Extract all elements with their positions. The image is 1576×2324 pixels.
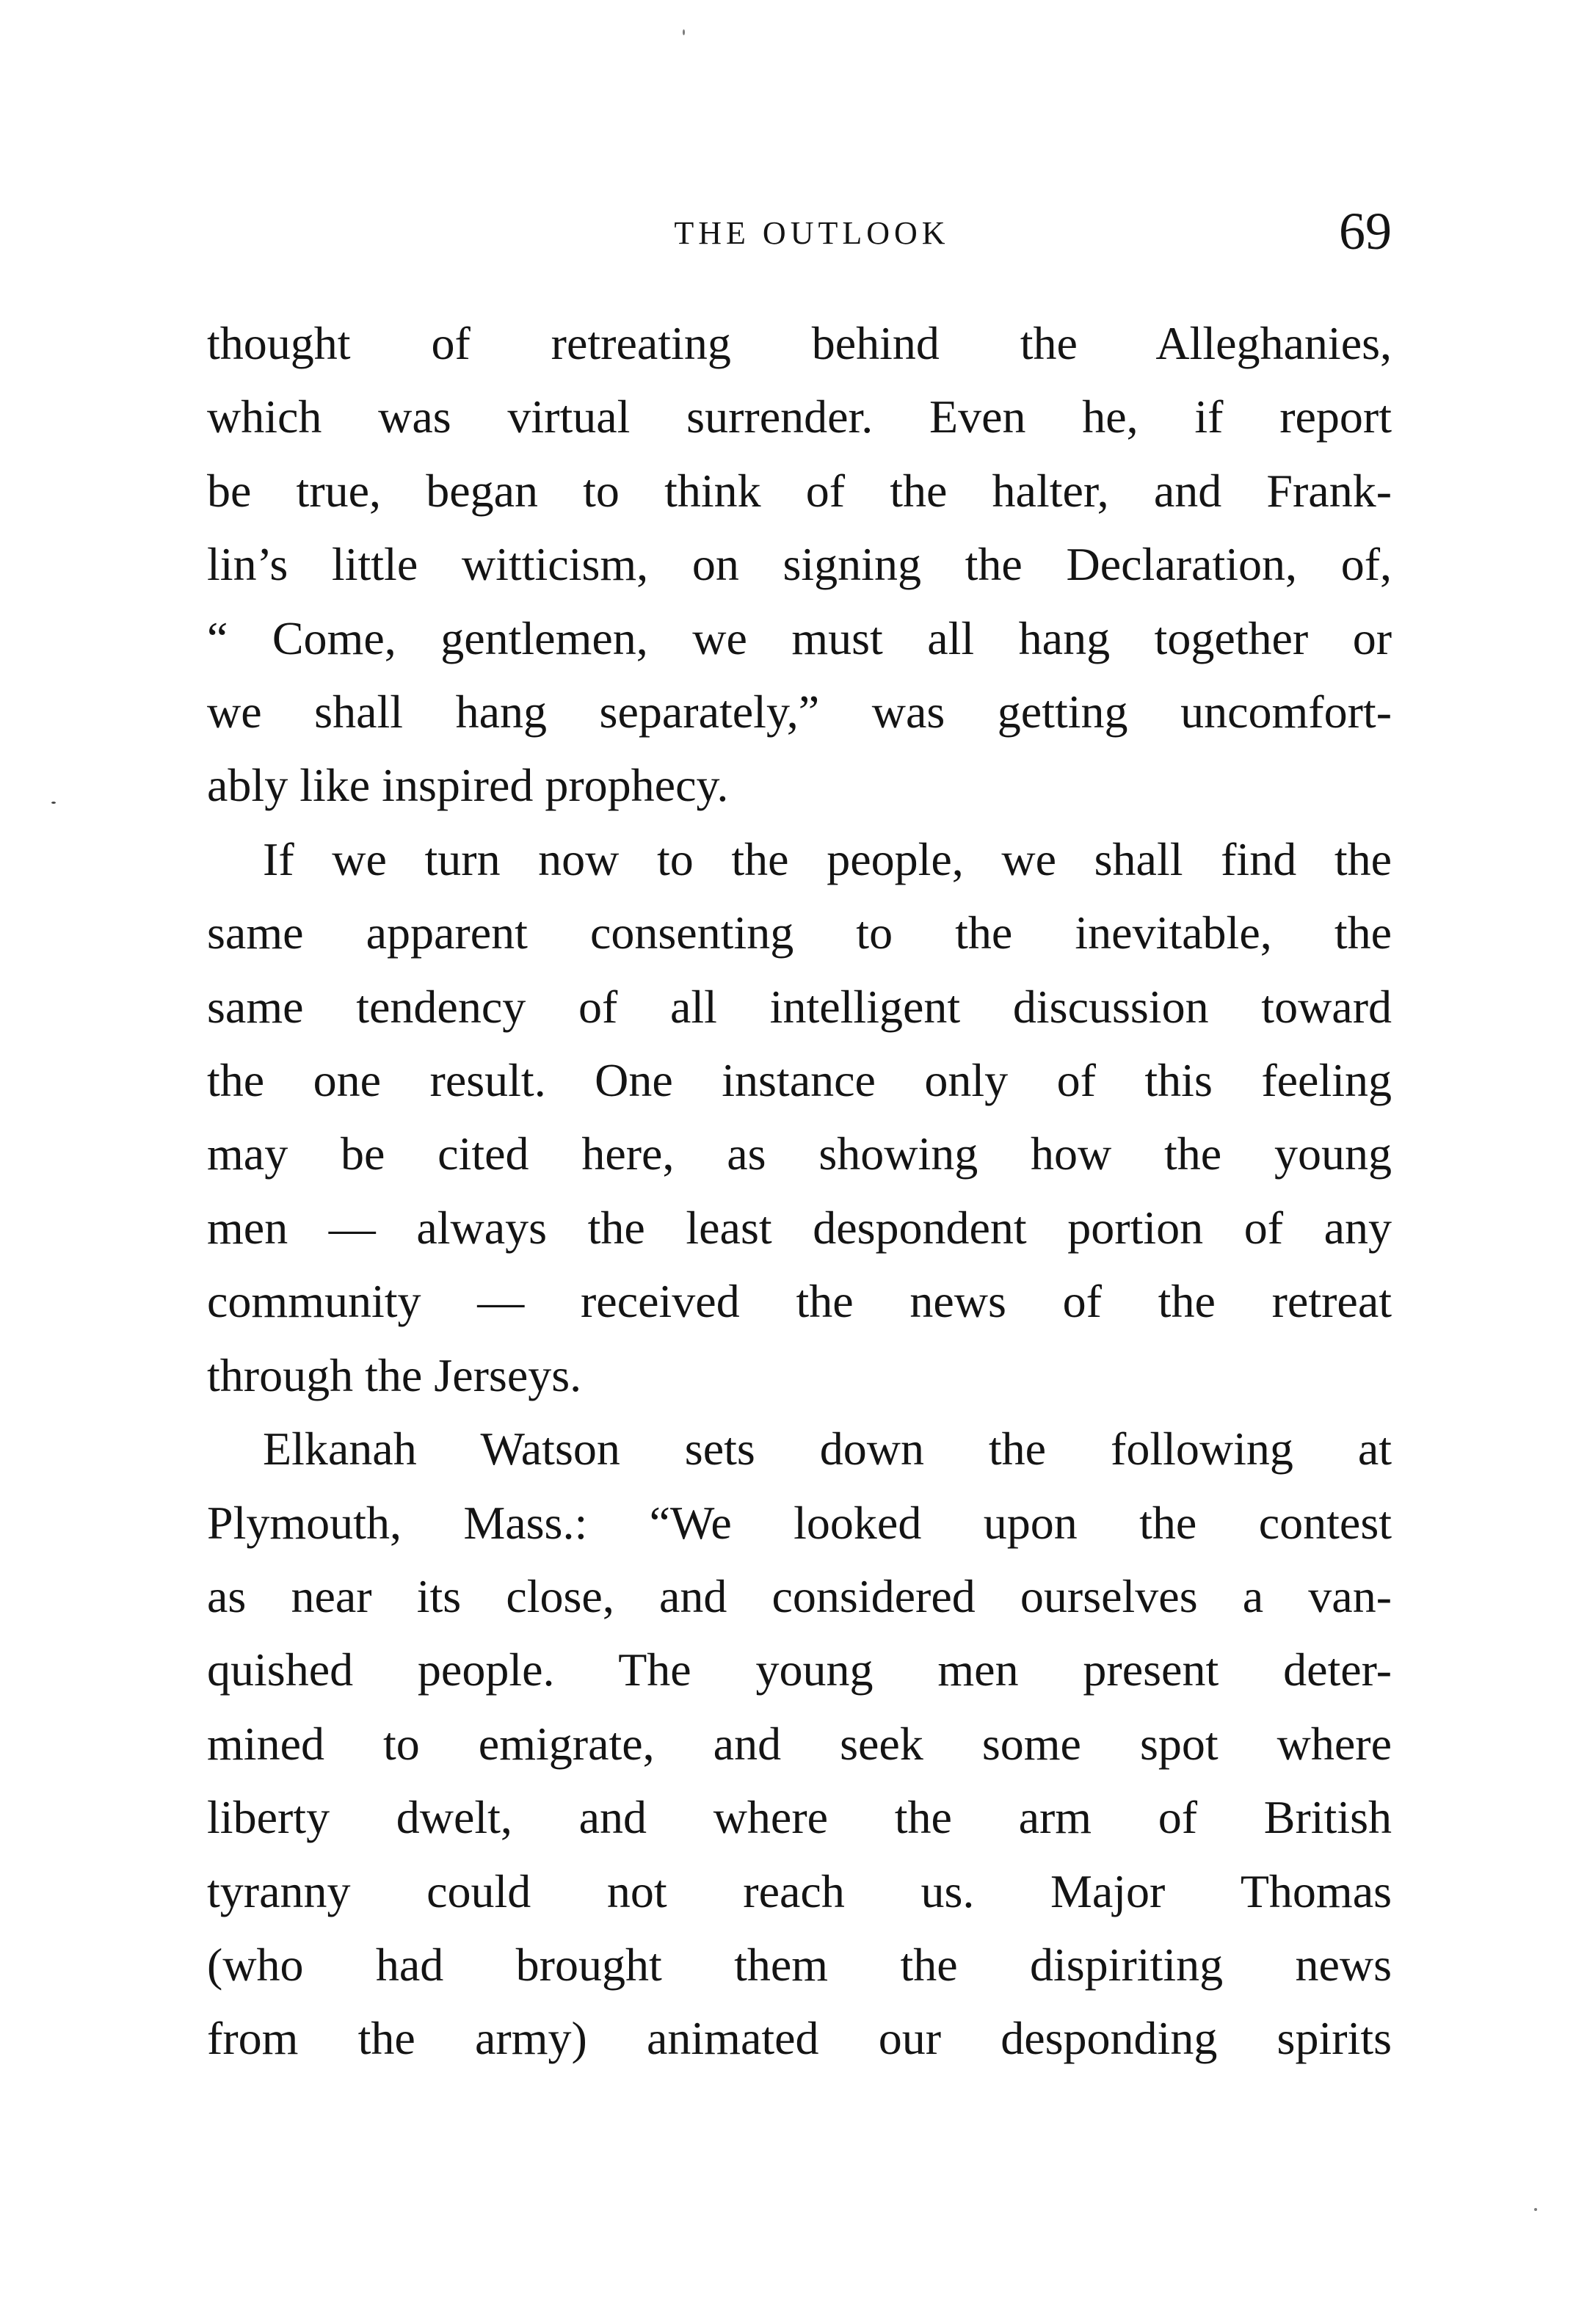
text-line: the one result. One instance only of this feeling: [207, 1054, 1392, 1107]
text-line: community — received the news of the retreat: [207, 1275, 1392, 1328]
text-line: ably like inspired prophecy.: [207, 759, 729, 812]
text-line: same apparent consenting to the inevitable, the: [207, 907, 1392, 959]
text-line: Elkanah Watson sets down the following at: [263, 1423, 1392, 1475]
text-line: lin’s little witticism, on signing the Declaration, of,: [207, 538, 1392, 591]
text-line: thought of retreating behind the Alleghanies,: [207, 317, 1392, 369]
running-head: [203, 198, 1392, 264]
running-head-title: THE OUTLOOK: [674, 215, 950, 251]
paragraph-3: [207, 1412, 1392, 2076]
text-line: men — always the least despondent portion of any: [207, 1201, 1392, 1254]
text-line: mined to emigrate, and seek some spot where: [207, 1717, 1392, 1770]
text-line: liberty dwelt, and where the arm of British: [207, 1791, 1392, 1844]
text-line: may be cited here, as showing how the young: [207, 1127, 1392, 1180]
text-line: (who had brought them the dispiriting news: [207, 1938, 1392, 1991]
text-line: same tendency of all intelligent discussion toward: [207, 980, 1392, 1033]
scan-speck: [683, 29, 685, 35]
text-line: tyranny could not reach us. Major Thomas: [207, 1864, 1392, 1917]
text-line: which was virtual surrender. Even he, if report: [207, 391, 1392, 443]
page-number: 69: [1339, 202, 1392, 261]
scan-speck: [51, 802, 56, 804]
text-line: as near its close, and considered ourselves a van-: [207, 1569, 1392, 1622]
text-line: If we turn now to the people, we shall find the: [263, 832, 1392, 885]
scan-speck: [1534, 2208, 1537, 2211]
text-line: be true, began to think of the halter, and Frank-: [207, 464, 1392, 517]
text-line: quished people. The young men present deter-: [207, 1644, 1392, 1696]
text-line: “ Come, gentlemen, we must all hang together or: [207, 611, 1392, 664]
paragraph-1: [207, 307, 1392, 823]
body-text: [207, 307, 1392, 2076]
paragraph-2: [207, 823, 1392, 1412]
text-line: through the Jerseys.: [207, 1348, 582, 1401]
text-line: Plymouth, Mass.: “We looked upon the contest: [207, 1496, 1392, 1549]
text-line: we shall hang separately,” was getting uncomfort-: [207, 686, 1392, 738]
text-line: from the army) animated our desponding spirits: [207, 2012, 1392, 2065]
